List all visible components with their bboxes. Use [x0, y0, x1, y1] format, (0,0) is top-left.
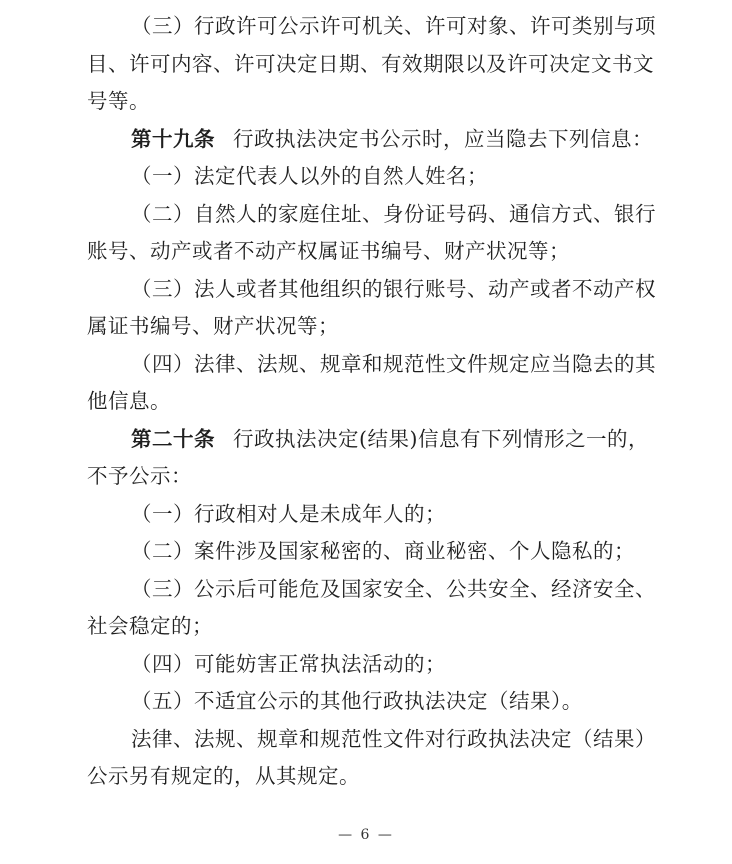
text-line: （四）可能妨害正常执法活动的；	[131, 652, 446, 676]
text-line: （四）法律、法规、规章和规范性文件规定应当隐去的其	[131, 352, 656, 376]
text-line: 账号、动产或者不动产权属证书编号、财产状况等；	[87, 239, 570, 263]
text-line: 他信息。	[87, 389, 171, 413]
article-heading: 第二十条	[131, 427, 215, 451]
article-heading: 第十九条	[131, 127, 215, 151]
text-line: （三）法人或者其他组织的银行账号、动产或者不动产权	[131, 277, 656, 301]
text-line: 号等。	[87, 89, 150, 113]
text-line: （三）行政许可公示许可机关、许可对象、许可类别与项	[131, 14, 656, 38]
text-line: （三）公示后可能危及国家安全、公共安全、经济安全、	[131, 577, 656, 601]
text-line: 目、许可内容、许可决定日期、有效期限以及许可决定文书文	[87, 52, 654, 76]
text-line: （一）行政相对人是未成年人的；	[131, 502, 446, 526]
page-number: — 6 —	[338, 827, 394, 843]
text-line: 不予公示：	[87, 464, 192, 488]
text-line: 行政执法决定(结果)信息有下列情形之一的，	[233, 427, 649, 451]
text-line: （二）自然人的家庭住址、身份证号码、通信方式、银行	[131, 202, 656, 226]
text-line: 行政执法决定书公示时，应当隐去下列信息：	[233, 127, 653, 151]
text-line: （二）案件涉及国家秘密的、商业秘密、个人隐私的；	[131, 539, 635, 563]
text-line: 公示另有规定的，从其规定。	[87, 764, 360, 788]
text-line: 属证书编号、财产状况等；	[87, 314, 339, 338]
text-line: （一）法定代表人以外的自然人姓名；	[131, 164, 488, 188]
text-line: （五）不适宜公示的其他行政执法决定（结果）。	[131, 689, 583, 713]
text-line: 法律、法规、规章和规范性文件对行政执法决定（结果）	[131, 727, 656, 751]
text-line: 社会稳定的；	[87, 614, 213, 638]
